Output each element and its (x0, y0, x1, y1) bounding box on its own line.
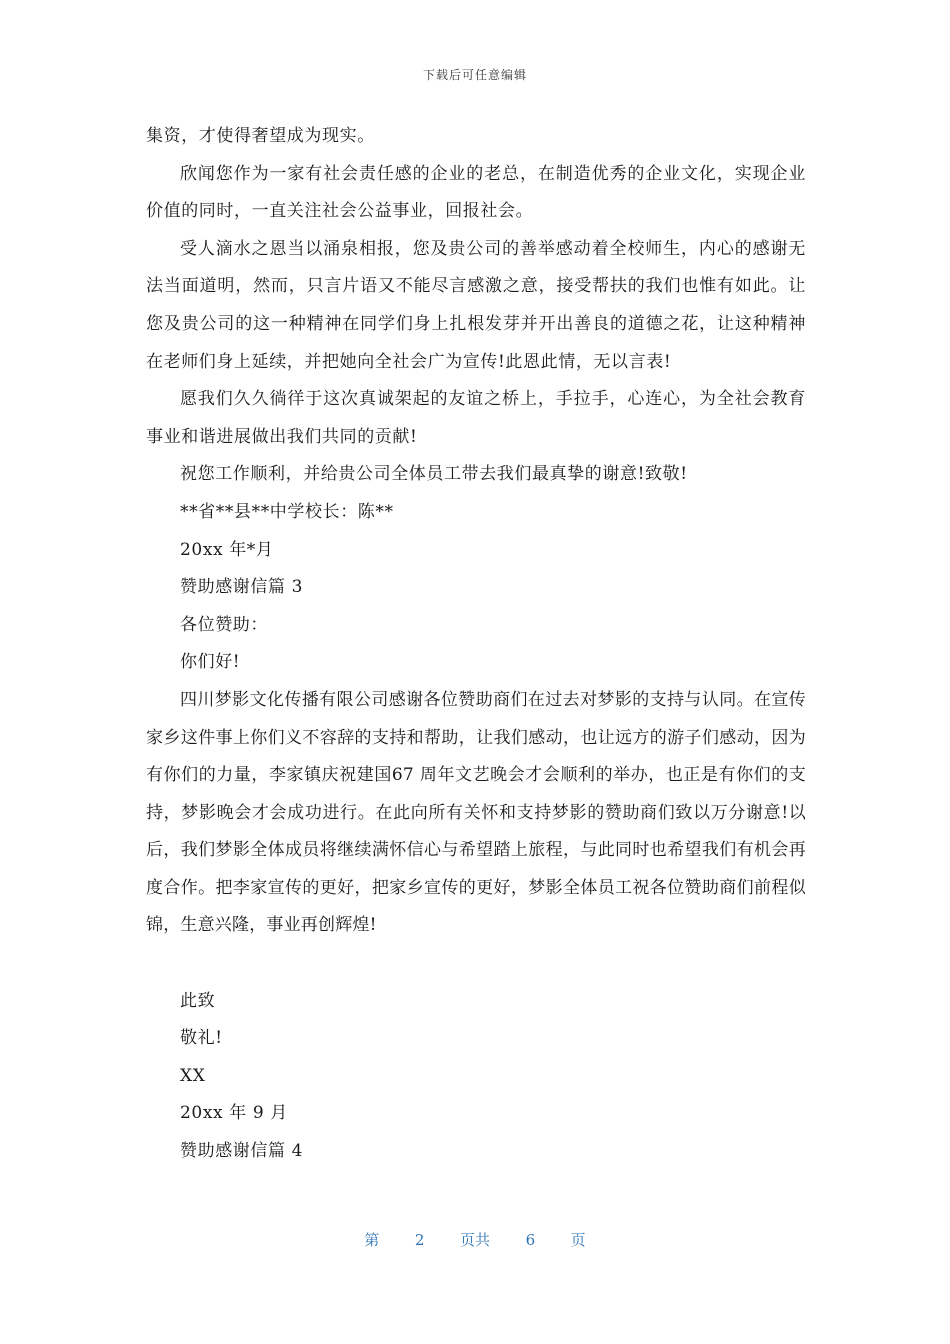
footer-suffix: 页 (570, 1231, 586, 1249)
footer-prefix: 第 (364, 1231, 380, 1249)
closing-wish: 祝您工作顺利，并给贵公司全体员工带去我们最真挚的谢意!致敬! (180, 464, 688, 485)
paragraph-2: 欣闻您作为一家有社会责任感的企业的老总，在制造优秀的企业文化，实现企业价值的同时，一直关注社会公益事业，回报社会。 (146, 163, 806, 222)
next-section-title: 赞助感谢信篇 4 (180, 1141, 304, 1162)
footer-current-page: 2 (414, 1231, 425, 1249)
greeting: 你们好! (180, 652, 241, 673)
salutation: 各位赞助： (180, 614, 268, 635)
paragraph-3: 受人滴水之恩当以涌泉相报，您及贵公司的善举感动着全校师生，内心的感谢无法当面道明，然而，只言片语又不能尽言感激之意，接受帮扶的我们也惟有如此。让您及贵公司的这一种精神在同学们身上扎根发芽并开出善良的道德之花，让这种精神在老师们身上延续，并把她向全社会广为宣传!此恩此情，无以言表! (146, 238, 806, 372)
paragraph-main: 四川梦影文化传播有限公司感谢各位赞助商们在过去对梦影的支持与认同。在宣传家乡这件事上你们义不容辞的支持和帮助，让我们感动，也让远方的游子们感动，因为有你们的力量，李家镇庆祝建国67 周年文艺晚会才会顺利的举办，也正是有你们的支持，梦影晚会才会成功进行。在此向所有关怀和支持梦影的赞助商们致以万分谢意!以后，我们梦影全体成员将继续满怀信心与希望踏上旅程，与此同时也希望我们有机会再度合作。把李家宣传的更好，把家乡宣传的更好，梦影全体员工祝各位赞助商们前程似锦，生意兴隆，事业再创辉煌! (146, 689, 806, 936)
date: 20xx 年*月 (180, 539, 274, 560)
document-body (146, 118, 806, 1171)
closing-line-1: 此致 (180, 990, 216, 1011)
footer-total-pages: 6 (525, 1231, 536, 1249)
sender-name: XX (180, 1065, 206, 1086)
paragraph-1: 集资，才使得奢望成为现实。 (146, 126, 375, 146)
letter-date: 20xx 年 9 月 (180, 1103, 288, 1124)
blank-line (146, 945, 806, 983)
section-title: 赞助感谢信篇 3 (180, 577, 304, 598)
signature: **省**县**中学校长：陈** (180, 501, 394, 522)
page-footer (0, 1229, 950, 1250)
page-header: 下载后可任意编辑 (422, 68, 527, 82)
paragraph-4: 愿我们久久徜徉于这次真诚架起的友谊之桥上，手拉手，心连心，为全社会教育事业和谐进展做出我们共同的贡献! (146, 389, 806, 447)
footer-middle: 页共 (459, 1231, 490, 1249)
closing-line-2: 敬礼! (180, 1028, 223, 1049)
